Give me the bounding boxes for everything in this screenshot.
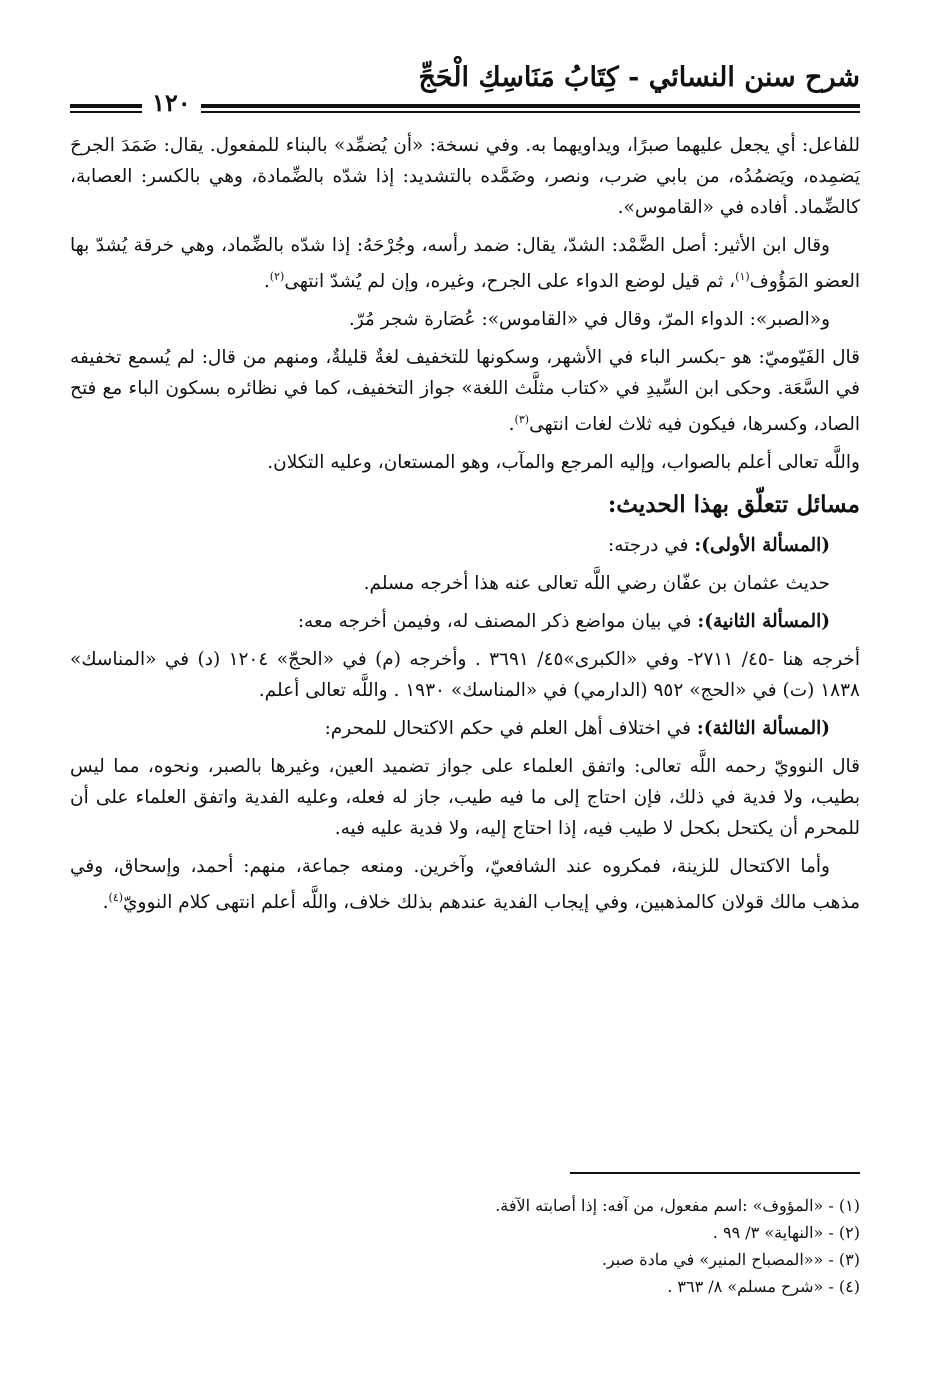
book-page [70, 50, 860, 1350]
issue-heading-3 [70, 713, 860, 744]
issue-subtitle: في درجته: [608, 535, 695, 557]
footnote-item: (٤) - «شرح مسلم» ٨/ ٣٦٣ . [667, 1277, 860, 1296]
paragraph-closing: واللَّه تعالى أعلم بالصواب، وإليه المرجع والمآب، وهو المستعان، وعليه التكلان. [267, 452, 860, 474]
paragraph-damad: للفاعل: أي يجعل عليهما صبرًا، ويداويهما به. وفي نسخة: «أن يُضمِّد» بالبناء للمفعول. يقال: ضَمَدَ الجرحَ يَضمِده، ويَضمُدُه، من بابي ضرب، ونصر، وضَمَّده بالتشديد: إذا شدّه بالضِّمادة، وهي بالكسر: العصابة، كالضِّماد. أفاده في «القاموس». [70, 135, 860, 218]
main-text [70, 130, 860, 925]
footnote-marker: (٣) [514, 413, 530, 427]
footnote-item: (١) - «المؤوف» :اسم مفعول، من آفه: إذا أصابته الآفة. [495, 1196, 860, 1215]
issue-text-2: أخرجه هنا -٤٥/ ٢٧١١- وفي «الكبرى»٤٥/ ٣٦٩١ . وأخرجه (م) في «الحجّ» ١٢٠٤ (د) في «المناسك» ١٨٣٨ (ت) في «الحج» ٩٥٢ (الدارمي) في «المناسك» ١٩٣٠ . واللَّه تعالى أعلم. [70, 649, 860, 702]
paragraph-text: وأما الاكتحال للزينة، فمكروه عند الشافعيّ، وآخرين. ومنعه جماعة، منهم: أحمد، وإسحاق، وفي مذهب مالك قولان كالمذهبين، وفي إيجاب الفدية عندهم بذلك خلاف، واللَّه أعلم انتهى كلام النوويّ [70, 856, 860, 914]
issue-heading-2 [70, 606, 860, 637]
footnote-marker: (٤) [108, 891, 124, 905]
footnote-marker: (٢) [269, 270, 285, 283]
issue-subtitle: في اختلاف أهل العلم في حكم الاكتحال للمحرم: [324, 718, 697, 740]
paragraph-text: وقال ابن الأثير: أصل الضَّمْد: الشدّ، يقال: ضمد رأسه، وجُرْحَهُ: إذا شدّه بالضِّماد، وهي خرقة يُشدّ بها العضو المَؤُوف [70, 235, 860, 293]
issue-text-1: حديث عثمان بن عفّان رضي اللَّه تعالى عنه هذا أخرجه مسلم. [363, 573, 830, 595]
issue-text-3: قال النوويّ رحمه اللَّه تعالى: واتفق العلماء على جواز تضميد العين، وغيرها بالصبر، ونحوه، مما ليس بطيب، ولا فدية في ذلك، فإن احتاج إلى ما فيه طيب، جاز له فعله، وعليه الفدية واتفق العلماء على أن للمحرم أن يكتحل بكحل لا طيب فيه، إذا احتاج إليه، ولا فدية عليه فيه. [70, 756, 860, 840]
footnote-item: (٢) - «النهاية» ٣/ ٩٩ . [712, 1223, 860, 1242]
paragraph-kohl [70, 851, 860, 918]
paragraph-text: . [508, 414, 515, 436]
footnotes [70, 1192, 860, 1300]
paragraph-text: قال الفَيّوميّ: هو -بكسر الباء في الأشهر، وسكونها للتخفيف لغةٌ قليلةٌ، ومنهم من قال: لم يُسمع تخفيفه في السَّعَة. وحكى ابن السِّيدِ في «كتاب مثلَّث اللغة» جواز التخفيف، كما في نظائره بسكون الباء مع فتح الصاد، وكسرها، فيكون فيه ثلاث لغات انتهى [70, 347, 860, 436]
footnote-item: (٣) - ««المصباح المنير» في مادة صبر. [601, 1250, 860, 1269]
paragraph-fayyumi [70, 342, 860, 440]
paragraph-sabr: و«الصبر»: الدواء المرّ، وقال في «القاموس»: عُصَارة شجر مُرّ. [348, 309, 830, 331]
paragraph-text: . [102, 892, 109, 914]
issue-subtitle: في بيان مواضع ذكر المصنف له، وفيمن أخرجه معه: [297, 611, 698, 633]
page-number: ١٢٠ [142, 88, 201, 118]
footnote-marker: (١) [735, 270, 750, 283]
issue-title: (المسألة الأولى): [694, 535, 830, 557]
paragraph-text: . [263, 271, 270, 293]
paragraph-text: ، ثم قيل لوضع الدواء على الجرح، وغيره، وإن لم يُشدّ انتهى [284, 271, 736, 293]
footnote-separator [570, 1172, 860, 1174]
issue-title: (المسألة الثانية): [697, 611, 830, 633]
section-heading: مسائل تتعلّق بهذا الحديث: [607, 491, 860, 519]
paragraph-ibn-athir [70, 230, 860, 297]
issue-title: (المسألة الثالثة): [696, 718, 830, 740]
issue-heading-1 [70, 530, 860, 561]
running-header-title: شرح سنن النسائي - كِتَابُ مَنَاسِكِ الْحَجِّ [418, 62, 860, 93]
